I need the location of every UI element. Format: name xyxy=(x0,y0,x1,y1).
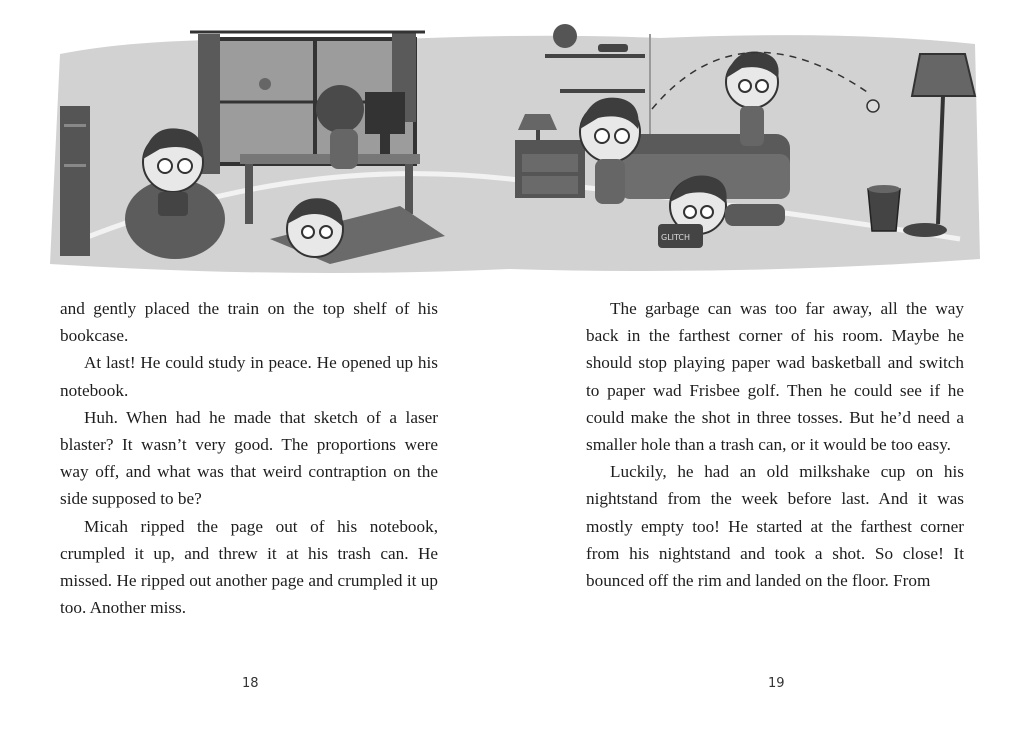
left-page-text xyxy=(60,295,438,621)
paragraph: Luckily, he had an old milkshake cup on his nightstand from the week before last. And it was mostly empty too! He started at the farthest corner from his nightstand and took a shot. So close! It bounced off the rim and landed on the floor. From xyxy=(586,462,964,591)
bedroom-illustration xyxy=(40,14,990,280)
paragraph: The garbage can was too far away, all the way back in the farthest corner of his room. Maybe he should stop playing paper wad basketball and switch to paper wad Frisbee golf. Then he could see if he could make the shot in three tosses. But he’d need a smaller hole than a trash can, or it would be too easy. xyxy=(586,299,964,455)
right-page-text xyxy=(586,295,964,594)
paragraph: Micah ripped the page out of his notebook, crumpled it up, and threw it at his trash can. He missed. He ripped out another page and crumpled it up too. Another miss. xyxy=(60,516,438,618)
paragraph: and gently placed the train on the top shelf of his bookcase. xyxy=(60,299,438,346)
game-label: GLITCH xyxy=(661,233,691,242)
trash-can xyxy=(868,185,900,231)
paragraph: Huh. When had he made that sketch of a laser blaster? It wasn’t very good. The proportions were way off, and what was that weird contraption on the side supposed to be? xyxy=(60,407,438,509)
page-number-right: 19 xyxy=(768,676,785,691)
page-number-left: 18 xyxy=(242,676,259,691)
paragraph: At last! He could study in peace. He opened up his notebook. xyxy=(60,353,438,400)
